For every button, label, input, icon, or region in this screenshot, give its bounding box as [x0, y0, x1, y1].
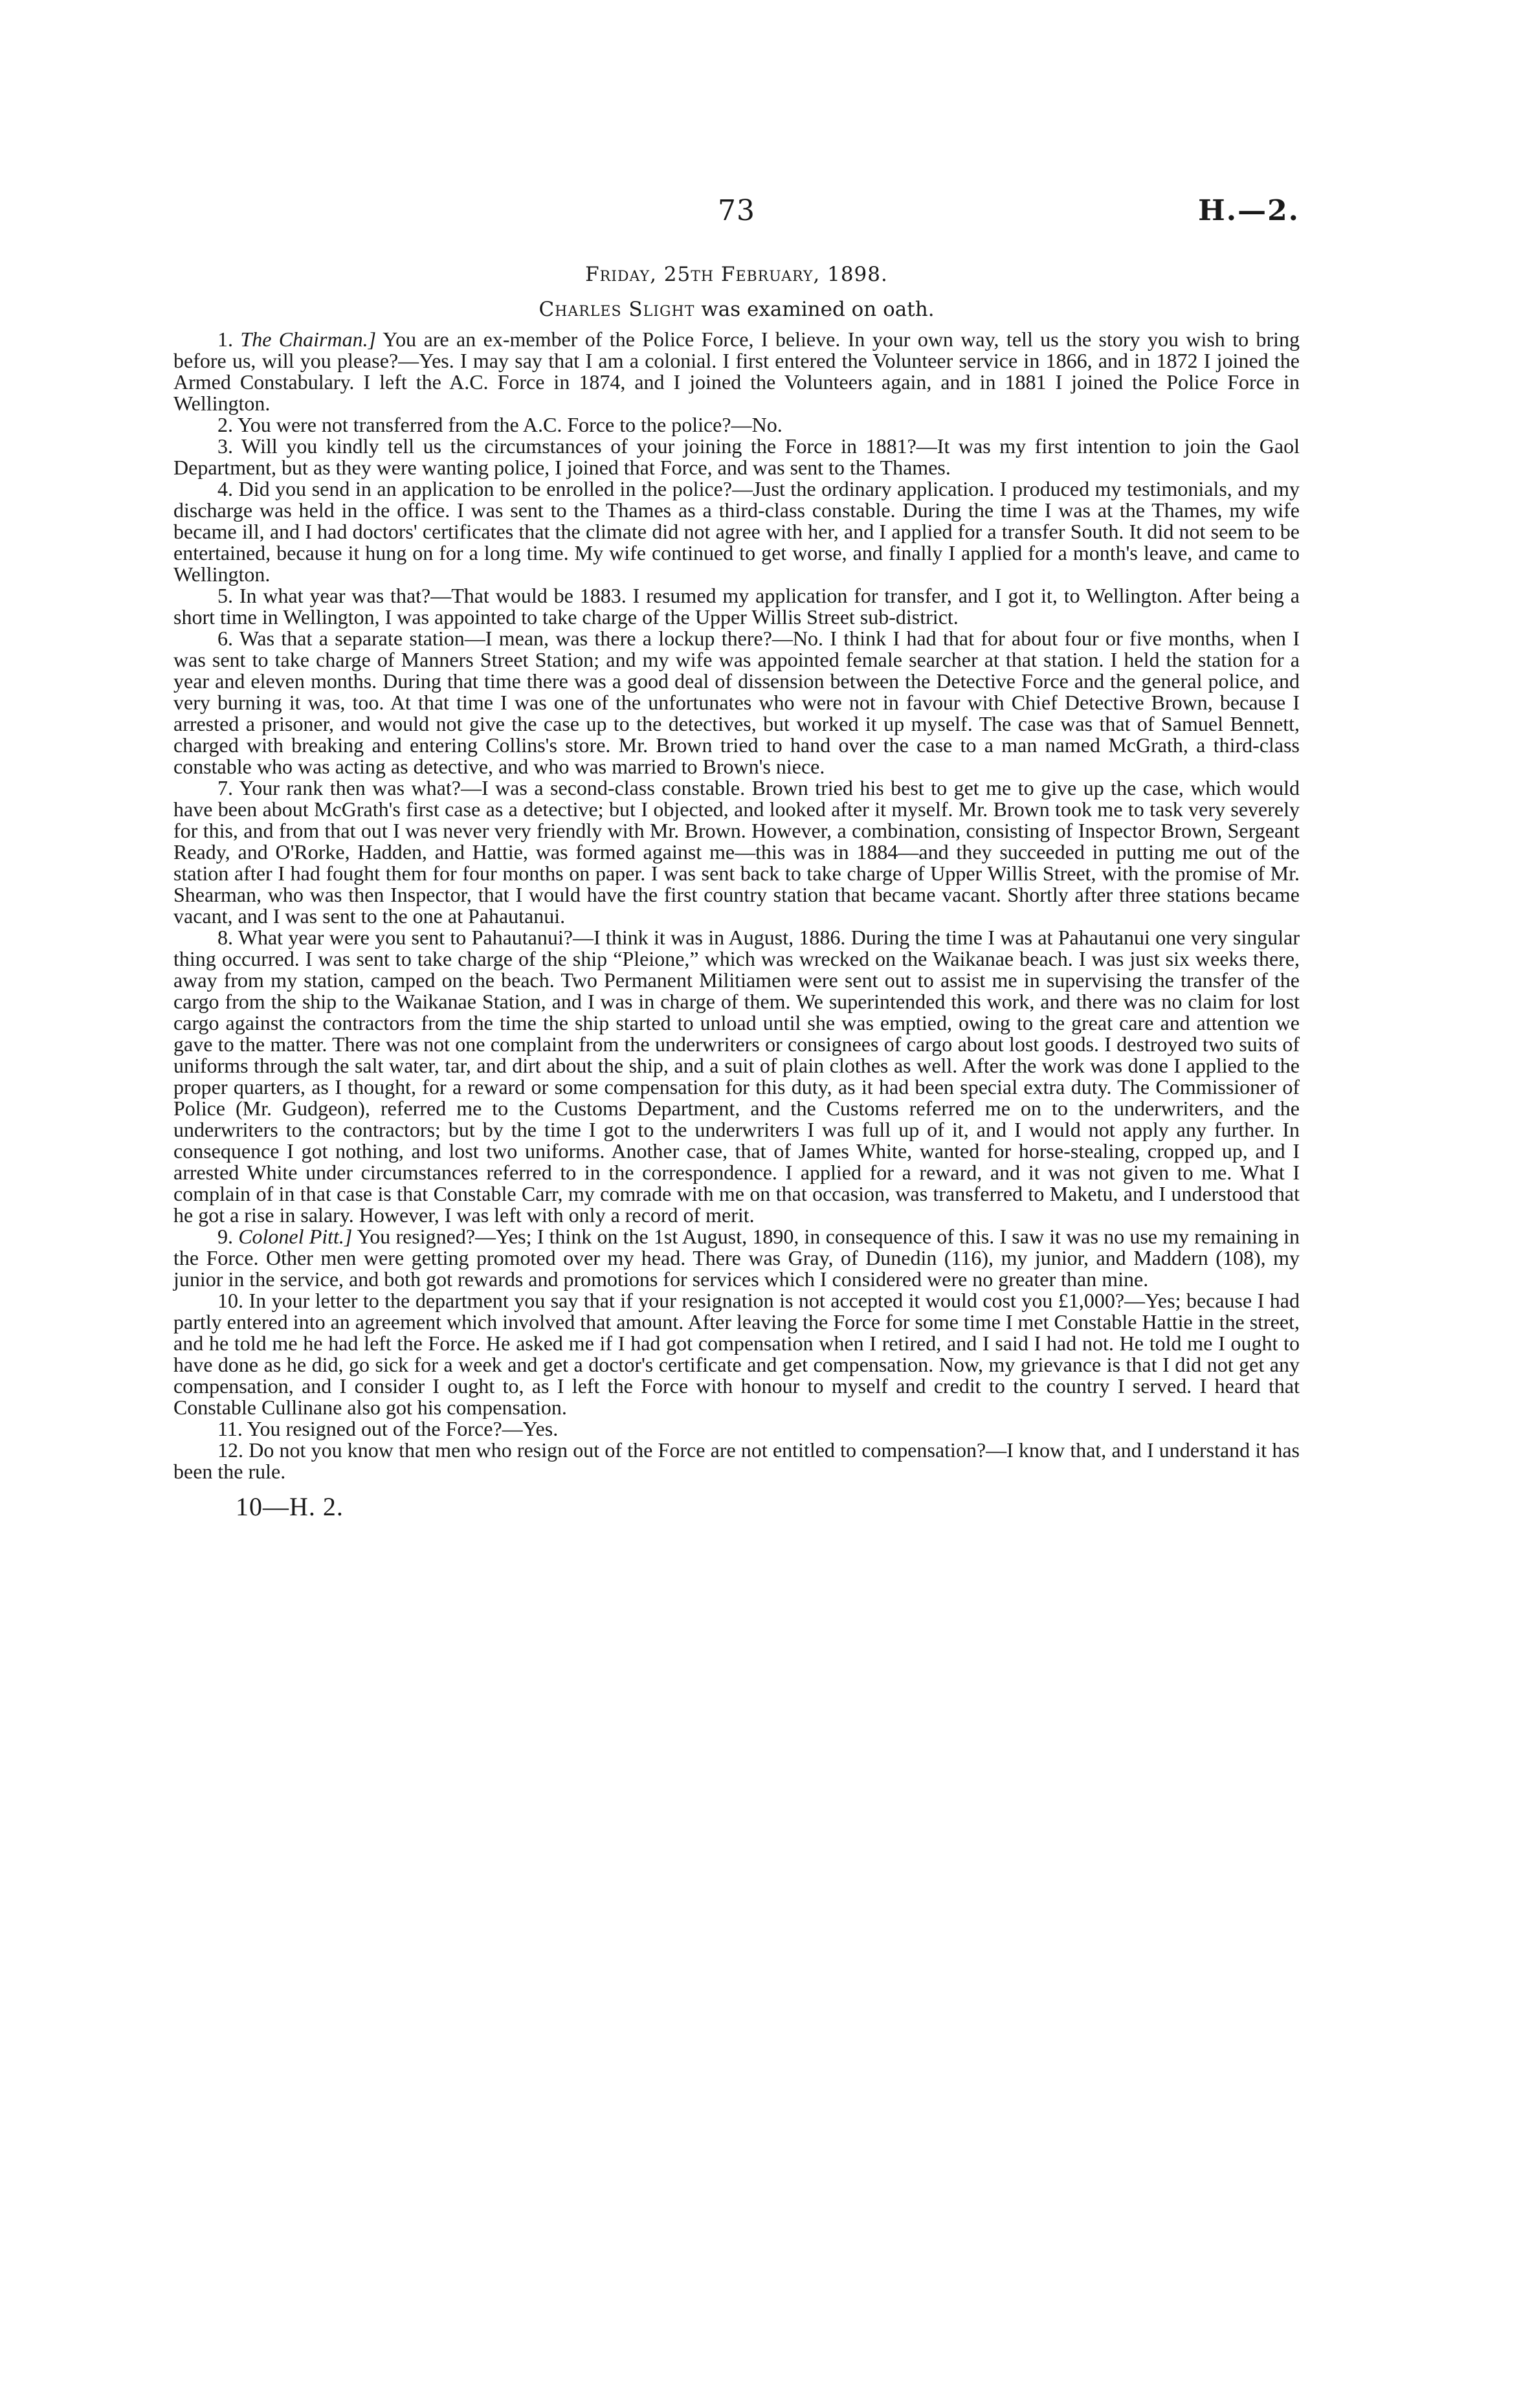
question-number: 6. — [217, 627, 233, 650]
paragraph-text: Was that a separate station—I mean, was there a lockup there?—No. I think I had that for about four or five months, when I was sent to take charge of Manners Street Station; and my wife was appointed female searcher at that station. I held the station for a year and eleven months. During that time there was a good deal of dissension between the Detective Force and the general police, and very burning it was, too. At that time I was one of the unfortunates who were not in favour with Chief Detective Brown, because I arrested a prisoner, and would not give the case up to the detectives, but worked it up myself. The case was that of Samuel Bennett, charged with breaking and entering Collins's store. Mr. Brown tried to hand over the case to a man named McGrath, a third-class constable who was acting as detective, and who was married to Brown's niece. — [173, 627, 1300, 778]
testimony-paragraph — [173, 628, 1300, 777]
question-number: 3. — [217, 434, 233, 458]
speaker-label: The Chairman.] — [240, 328, 377, 351]
paragraph-text: Will you kindly tell us the circumstances of your joining the Force in 1881?—It was my first intention to join the Gaol Department, but as they were wanting police, I joined that Force, and was sent to the Thames. — [173, 434, 1300, 479]
question-number: 2. — [217, 413, 233, 436]
paragraph-text: What year were you sent to Pahautanui?—I think it was in August, 1886. During the time I was at Pahautanui one very singular thing occurred. I was sent to take charge of the ship “Pleione,” which was wrecked on the Waikanae beach. I was just six weeks there, away from my station, camped on the beach. Two Permanent Militiamen were sent out to assist me in supervising the transfer of the cargo from the ship to the Waikanae Station, and I was in charge of them. We superintended this work, and there was no claim for lost cargo against the contractors from the time the ship started to unload until she was emptied, owing to the great care and attention we gave to the matter. There was not one complaint from the underwriters or consignees of cargo about lost goods. I destroyed two suits of uniforms through the salt water, tar, and dirt about the ship, and a suit of plain clothes as well. After the work was done I applied to the proper quarters, as I thought, for a reward or some compensation for this duty, as it had been special extra duty. The Commissioner of Police (Mr. Gudgeon), referred me to the Customs Department, and the Customs referred me on to the underwriters, and the underwriters to the contractors; but by the time I got to the underwriters I was full up of it, and I would not apply any further. In consequence I got nothing, and lost two uniforms. Another case, that of James White, wanted for horse-stealing, cropped up, and I arrested White under circumstances referred to in the correspondence. I applied for a reward, and it was not given to me. What I complain of in that case is that Constable Carr, my comrade with me on that occasion, was transferred to Maketu, and I understood that he got a rise in salary. However, I was left with only a record of merit. — [173, 926, 1300, 1227]
testimony-paragraph — [173, 478, 1300, 585]
testimony-paragraph — [173, 329, 1300, 414]
speaker-label: Colonel Pitt.] — [238, 1225, 353, 1248]
question-number: 7. — [217, 776, 233, 799]
question-number: 1. — [217, 328, 233, 351]
question-number: 11. — [217, 1417, 243, 1440]
testimony-paragraph — [173, 1226, 1300, 1290]
testimony-paragraph — [173, 414, 1300, 436]
paragraph-text: Your rank then was what?—I was a second-class constable. Brown tried his best to get me to give up the case, which would have been about McGrath's first case as a detective; but I objected, and looked after it myself. Mr. Brown took me to task very severely for this, and from that out I was never very friendly with Mr. Brown. However, a combination, consisting of Inspector Brown, Sergeant Ready, and O'Rorke, Hadden, and Hattie, was formed against me—this was in 1884—and they succeeded in putting me out of the station after I had fought them for four months on paper. I was sent back to take charge of Upper Willis Street, with the promise of Mr. Shearman, who was then Inspector, that I would have the first country station that became vacant. Shortly after three stations became vacant, and I was sent to the one at Pahautanui. — [173, 776, 1300, 928]
testimony-paragraph — [173, 1418, 1300, 1440]
sheet-signature: 10—H. 2. — [236, 1492, 344, 1521]
page-header — [173, 194, 1300, 240]
witness-oath-text: was examined on oath. — [694, 298, 935, 321]
paragraph-text: You were not transferred from the A.C. Force to the police?—No. — [237, 413, 783, 436]
witness-name: Charles Slight — [538, 298, 695, 321]
document-page — [173, 194, 1300, 1522]
question-number: 5. — [217, 584, 233, 607]
testimony-paragraph — [173, 1440, 1300, 1482]
paragraph-text: In your letter to the department you say that if your resignation is not accepted it would cost you £1,000?—Yes; because I had partly entered into an agreement which involved that amount. After leaving the Force for some time I met Constable Hattie in the street, and he told me he had left the Force. He asked me if I had got compensation when I retired, and I said I had not. He told me I ought to have done as he did, go sick for a week and get a doctor's certificate and get compensation. Now, my grievance is that I did not get any compensation, and I consider I ought to, as I left the Force with honour to myself and credit to the country I served. I heard that Constable Cullinane also got his compensation. — [173, 1289, 1300, 1419]
page-number: 73 — [718, 194, 755, 227]
paragraph-text: In what year was that?—That would be 1883. I resumed my application for transfer, and I got it, to Wellington. After being a short time in Wellington, I was appointed to take charge of the Upper Willis Street sub-district. — [173, 584, 1300, 629]
witness-line — [173, 298, 1300, 321]
session-date: Friday, 25th February, 1898. — [585, 263, 888, 286]
paragraph-text: You are an ex-member of the Police Force, I believe. In your own way, tell us the story you wish to bring before us, will you please?—Yes. I may say that I am a colonial. I first entered the Volunteer service in 1866, and in 1872 I joined the Armed Constabulary. I left the A.C. Force in 1874, and I joined the Volunteers again, and in 1881 I joined the Police Force in Wellington. — [173, 328, 1300, 415]
question-number: 4. — [217, 477, 233, 500]
document-reference: H.—2. — [1198, 194, 1300, 227]
testimony-paragraph — [173, 585, 1300, 628]
paragraph-text: You resigned?—Yes; I think on the 1st August, 1890, in consequence of this. I saw it was no use my remaining in the Force. Other men were getting promoted over my head. There was Gray, of Dunedin (116), my junior, and Maddern (108), my junior in the service, and both got rewards and promotions for services which I considered were no greater than mine. — [173, 1225, 1300, 1291]
testimony-paragraph — [173, 927, 1300, 1226]
question-number: 12. — [217, 1438, 243, 1462]
paragraph-text: You resigned out of the Force?—Yes. — [247, 1417, 559, 1440]
testimony-paragraph — [173, 777, 1300, 927]
question-number: 9. — [217, 1225, 233, 1248]
paragraph-text: Did you send in an application to be enrolled in the police?—Just the ordinary application. I produced my testimonials, and my discharge was held in the office. I was sent to the Thames as a third-class constable. During the time I was at the Thames, my wife became ill, and I had doctors' certificates that the climate did not agree with her, and I applied for a transfer South. It did not seem to be entertained, because it hung on for a long time. My wife continued to get worse, and finally I applied for a month's leave, and came to Wellington. — [173, 477, 1300, 586]
paragraph-text: Do not you know that men who resign out of the Force are not entitled to compensation?—I know that, and I understand it has been the rule. — [173, 1438, 1300, 1483]
testimony-paragraph — [173, 436, 1300, 478]
question-number: 8. — [217, 926, 233, 949]
testimony-body — [173, 329, 1300, 1482]
testimony-paragraph — [173, 1290, 1300, 1418]
question-number: 10. — [217, 1289, 243, 1312]
